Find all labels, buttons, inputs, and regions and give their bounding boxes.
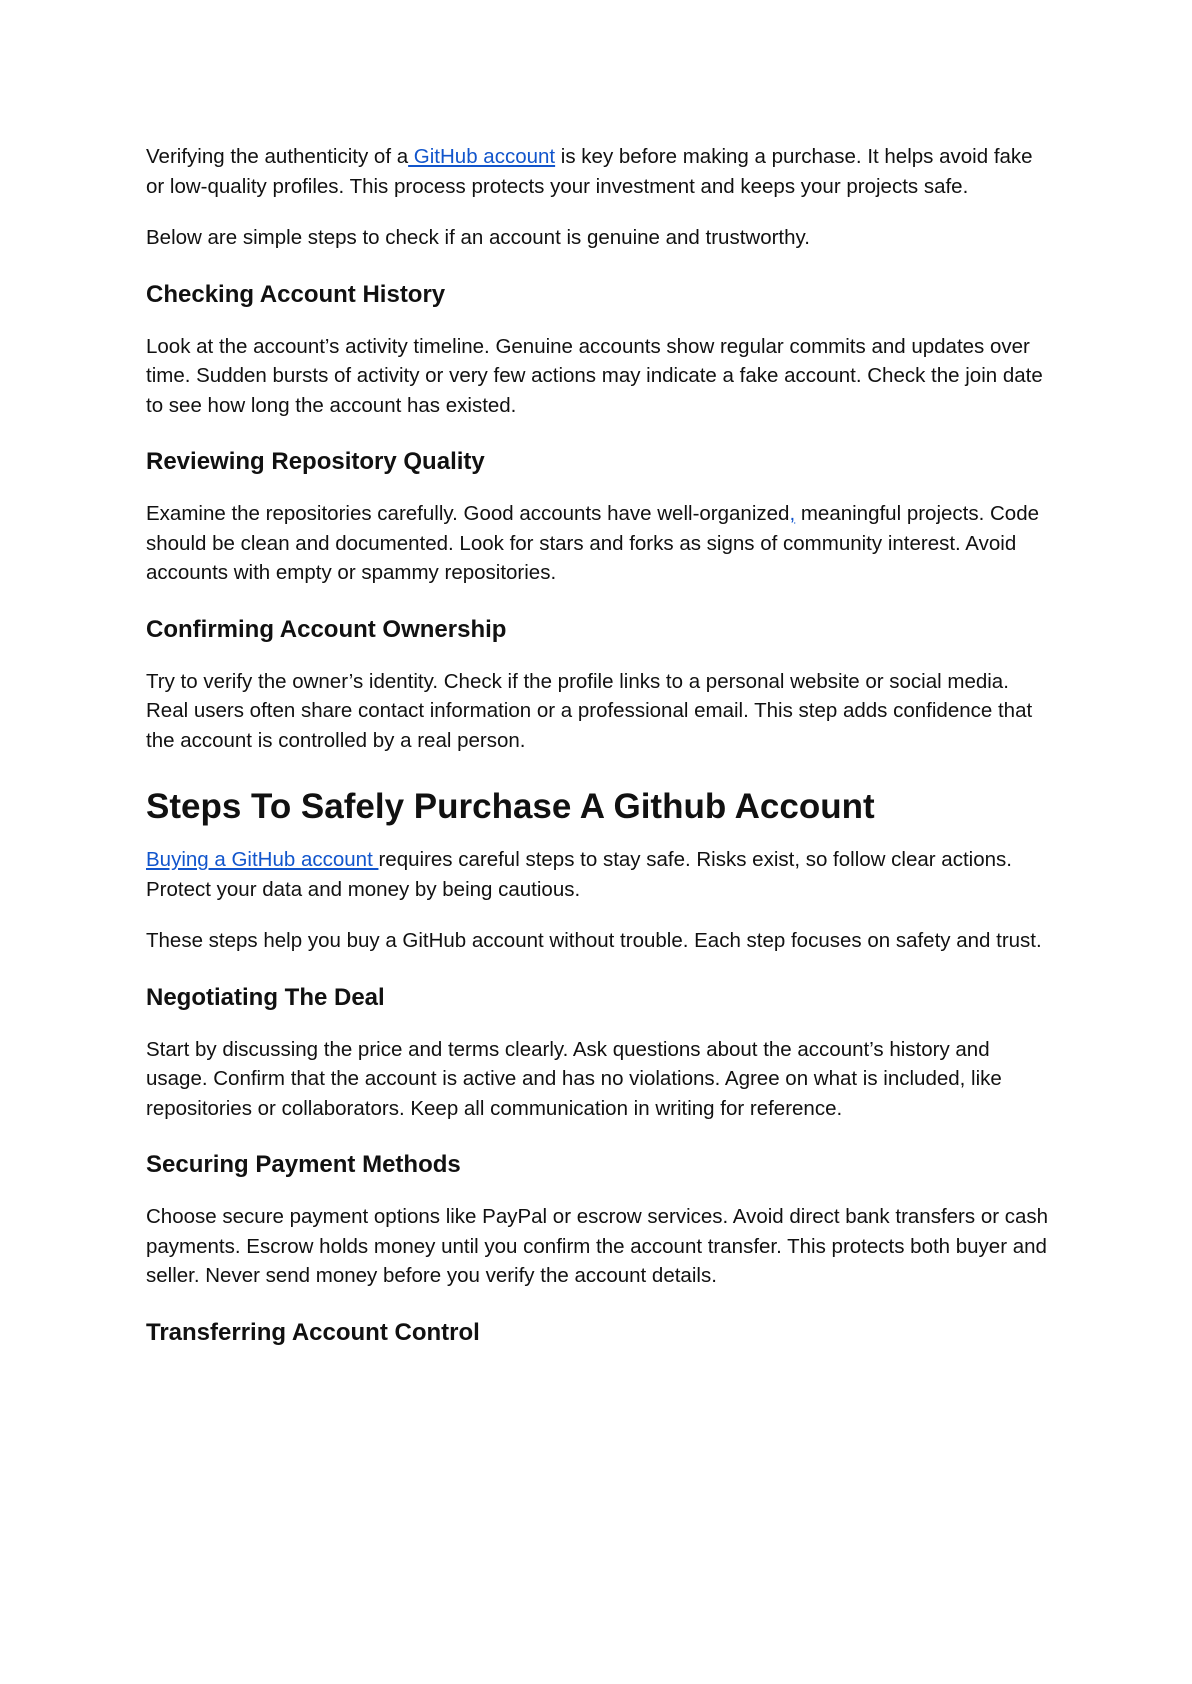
steps-intro-paragraph: These steps help you buy a GitHub account without trouble. Each step focuses on safety and trust. bbox=[146, 929, 1042, 952]
heading-securing-payment-methods: Securing Payment Methods bbox=[146, 1151, 461, 1178]
intro-text-start: Verifying the authenticity of a bbox=[146, 145, 409, 168]
repository-text-end: meaningful projects. Code should be clean and documented. Look for stars and forks as signs of community interest. Avoid accounts with empty or spammy repositories. bbox=[146, 502, 1039, 584]
history-paragraph: Look at the account’s activity timeline. Genuine accounts show regular commits and updates over time. Sudden bursts of activity or very few actions may indicate a fake account. Check the join date to see how long the account has existed. bbox=[146, 334, 1043, 417]
heading-transferring-account-control: Transferring Account Control bbox=[146, 1318, 480, 1346]
repository-paragraph bbox=[146, 499, 1056, 588]
github-account-link[interactable]: GitHub account bbox=[408, 145, 556, 168]
intro-steps-paragraph: Below are simple steps to check if an account is genuine and trustworthy. bbox=[146, 226, 810, 249]
intro-paragraph bbox=[146, 142, 1056, 201]
buying-paragraph bbox=[146, 845, 1056, 904]
intro-text-end: is key before making a purchase. It helps avoid fake or low-quality profiles. This process protects your investment and keeps your projects safe. bbox=[146, 145, 1033, 198]
comma-link[interactable]: , bbox=[789, 502, 796, 525]
buying-github-account-link[interactable]: Buying a GitHub account bbox=[146, 848, 379, 871]
ownership-paragraph: Try to verify the owner’s identity. Check if the profile links to a personal website or social media. Real users often share contact information or a professional email. This step adds confidence that the account is controlled by a real person. bbox=[146, 669, 1033, 752]
heading-confirming-account-ownership: Confirming Account Ownership bbox=[146, 615, 507, 643]
negotiating-paragraph: Start by discussing the price and terms clearly. Ask questions about the account’s history and usage. Confirm that the account is active and has no violations. Agree on what is included, like repositories or collaborators. Keep all communication in writing for reference. bbox=[146, 1037, 1002, 1120]
heading-steps-to-safely-purchase: Steps To Safely Purchase A Github Account bbox=[146, 787, 875, 826]
heading-reviewing-repository-quality: Reviewing Repository Quality bbox=[146, 448, 485, 475]
document-page bbox=[146, 142, 1056, 1348]
payment-paragraph: Choose secure payment options like PayPal or escrow services. Avoid direct bank transfers or cash payments. Escrow holds money until you confirm the account transfer. This protects both buyer and seller. Never send money before you verify the account details. bbox=[146, 1205, 1049, 1287]
buying-text: requires careful steps to stay safe. Risks exist, so follow clear actions. Protect your data and money by being cautious. bbox=[146, 848, 1012, 901]
heading-checking-account-history: Checking Account History bbox=[146, 280, 446, 308]
heading-negotiating-the-deal: Negotiating The Deal bbox=[146, 983, 385, 1011]
repository-text-start: Examine the repositories carefully. Good accounts have well-organized bbox=[146, 502, 790, 525]
